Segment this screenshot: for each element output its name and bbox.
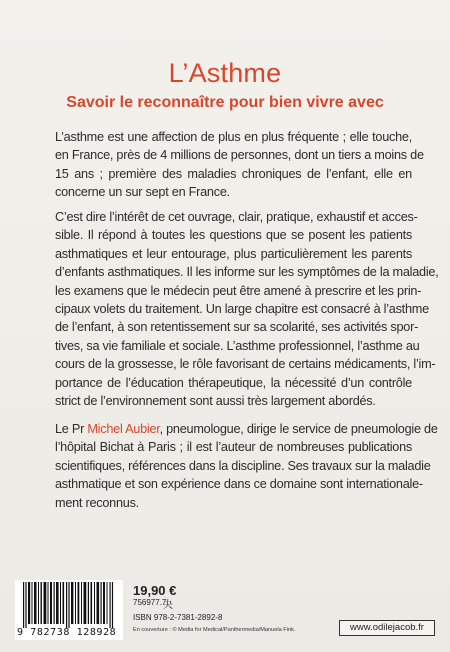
text-line: cipaux volets du traitement. Un large chapitre est consacré à l’asthme [55, 302, 429, 317]
author-name: Michel Aubier [87, 422, 160, 436]
barcode [15, 580, 123, 640]
isbn: ISBN 978-2-7381-2892-8 [133, 613, 223, 622]
book-subtitle: Savoir le reconnaître pour bien vivre avec [66, 94, 384, 111]
barcode-digits: 9 782738 128928 [17, 627, 117, 638]
text-line: en France, près de 4 millions de personnes, dont un tiers a moins de [55, 148, 424, 163]
text-line: portance de l’éducation thérapeutique, la nécessité d’un contrôle [55, 375, 412, 390]
text-line: C’est dire l’intérêt de cet ouvrage, clair, pratique, exhaustif et acces- [55, 210, 418, 224]
text-line: concerne un sur sept en France. [55, 185, 230, 200]
text-line: asthmatiques et leur entourage, plus particulièrement les parents [55, 246, 412, 261]
text-line: les examens que le médecin peut être amené à prescrire et les prin- [55, 283, 422, 298]
paragraph-author [55, 420, 438, 512]
reference-number: 756977.7 [133, 598, 167, 607]
paragraph-intro [55, 128, 424, 202]
text-line: cours de la grossesse, le rôle favorisant de certains médicaments, l’im- [55, 357, 436, 372]
text-line: scientifiques, références dans la discipline. Ses travaux sur la maladie [55, 458, 431, 473]
text-line: de l’enfant, à son retentissement sur sa scolarité, ses activités spor- [55, 320, 419, 335]
author-role: , pneumologue, dirige le service de pneumologie de [159, 422, 438, 436]
cover-credit: En couverture : © Media for Medical/Panthermedia/Manuela Fink. [133, 627, 296, 633]
paragraph-content [55, 208, 439, 410]
text-line: 15 ans ; première des maladies chroniques de l’enfant, elle en [55, 166, 412, 181]
text-line: strict de l’environnement sont aussi très largement abordés. [55, 394, 376, 409]
text-line: asthmatique et son expérience dans ce domaine sont internationale- [55, 477, 423, 492]
text-line: d’enfants asthmatiques. Il les informe sur les symptômes de la maladie, [55, 265, 439, 280]
text-line: L’asthme est une affection de plus en plus fréquente ; elle touche, [55, 130, 412, 144]
author-prefix: Le Pr [55, 422, 88, 436]
text-line: tives, sa vie familiale et sociale. L’asthme professionnel, l’asthme au [55, 338, 420, 353]
stamp-glyph-icon: 夬 [163, 600, 173, 611]
text-line: ment reconnus. [55, 495, 139, 510]
text-line: l’hôpital Bichat à Paris ; il est l’auteur de nombreuses publications [55, 440, 412, 455]
book-title: L’Asthme [168, 58, 282, 88]
website-url: www.odilejacob.fr [339, 620, 435, 636]
text-line: sible. Il répond à toutes les questions que se posent les patients [55, 228, 412, 243]
text-line [55, 420, 438, 438]
barcode-icon [19, 582, 119, 628]
price: 19,90 € [133, 583, 177, 598]
